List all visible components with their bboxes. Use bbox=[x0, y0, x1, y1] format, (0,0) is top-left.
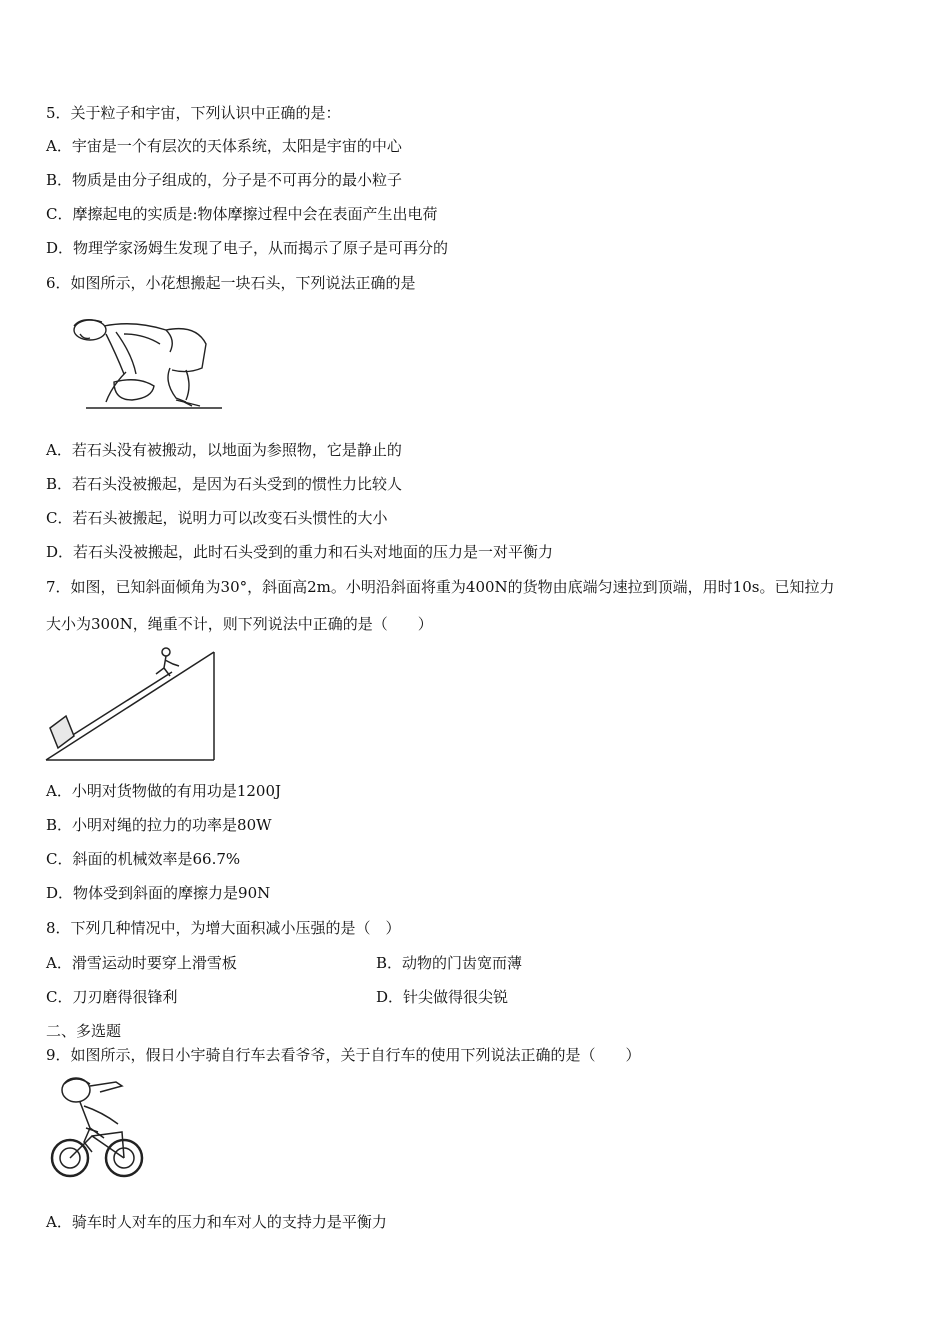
q5-option-b: B．物质是由分子组成的，分子是不可再分的最小粒子 bbox=[46, 171, 403, 189]
q8-option-d: D．针尖做得很尖锐 bbox=[376, 988, 509, 1006]
q6-stem: 6．如图所示，小花想搬起一块石头，下列说法正确的是 bbox=[46, 274, 416, 292]
q7-option-d: D．物体受到斜面的摩擦力是90N bbox=[46, 884, 271, 902]
boy-riding-bicycle-figure bbox=[46, 1074, 150, 1186]
q7-option-c: C．斜面的机械效率是66.7% bbox=[46, 850, 241, 868]
q9-option-a: A．骑车时人对车的压力和车对人的支持力是平衡力 bbox=[46, 1213, 387, 1231]
q8-stem: 8．下列几种情况中，为增大面积减小压强的是（ ） bbox=[46, 919, 401, 937]
q8-option-b: B．动物的门齿宽而薄 bbox=[376, 954, 523, 972]
q6-option-a: A．若石头没有被搬动，以地面为参照物，它是静止的 bbox=[46, 441, 402, 459]
q7-stem-line1: 7．如图，已知斜面倾角为30°，斜面高2m。小明沿斜面将重为400N的货物由底端匀速拉到顶端，用时10s。已知拉力 bbox=[46, 578, 835, 596]
q7-option-a: A．小明对货物做的有用功是1200J bbox=[46, 782, 282, 800]
q6-option-d: D．若石头没被搬起，此时石头受到的重力和石头对地面的压力是一对平衡力 bbox=[46, 543, 554, 561]
q8-option-a: A．滑雪运动时要穿上滑雪板 bbox=[46, 954, 237, 972]
q7-stem-line2: 大小为300N，绳重不计，则下列说法中正确的是（ ） bbox=[46, 615, 433, 633]
q8-option-c: C．刀刃磨得很锋利 bbox=[46, 988, 178, 1006]
q9-stem: 9．如图所示，假日小宇骑自行车去看爷爷，关于自行车的使用下列说法正确的是（ ） bbox=[46, 1046, 641, 1064]
q5-stem: 5．关于粒子和宇宙，下列认识中正确的是： bbox=[46, 104, 341, 122]
girl-lifting-stone-figure bbox=[66, 312, 226, 414]
q5-option-c: C．摩擦起电的实质是:物体摩擦过程中会在表面产生出电荷 bbox=[46, 205, 438, 223]
q6-option-b: B．若石头没被搬起，是因为石头受到的惯性力比较人 bbox=[46, 475, 403, 493]
q6-option-c: C．若石头被搬起，说明力可以改变石头惯性的大小 bbox=[46, 509, 388, 527]
incline-plane-figure bbox=[44, 642, 220, 764]
q5-option-d: D．物理学家汤姆生发现了电子，从而揭示了原子是可再分的 bbox=[46, 239, 449, 257]
q5-option-a: A．宇宙是一个有层次的天体系统，太阳是宇宙的中心 bbox=[46, 137, 402, 155]
section-heading-multiple-choice: 二、多选题 bbox=[46, 1022, 122, 1040]
q7-option-b: B．小明对绳的拉力的功率是80W bbox=[46, 816, 272, 834]
